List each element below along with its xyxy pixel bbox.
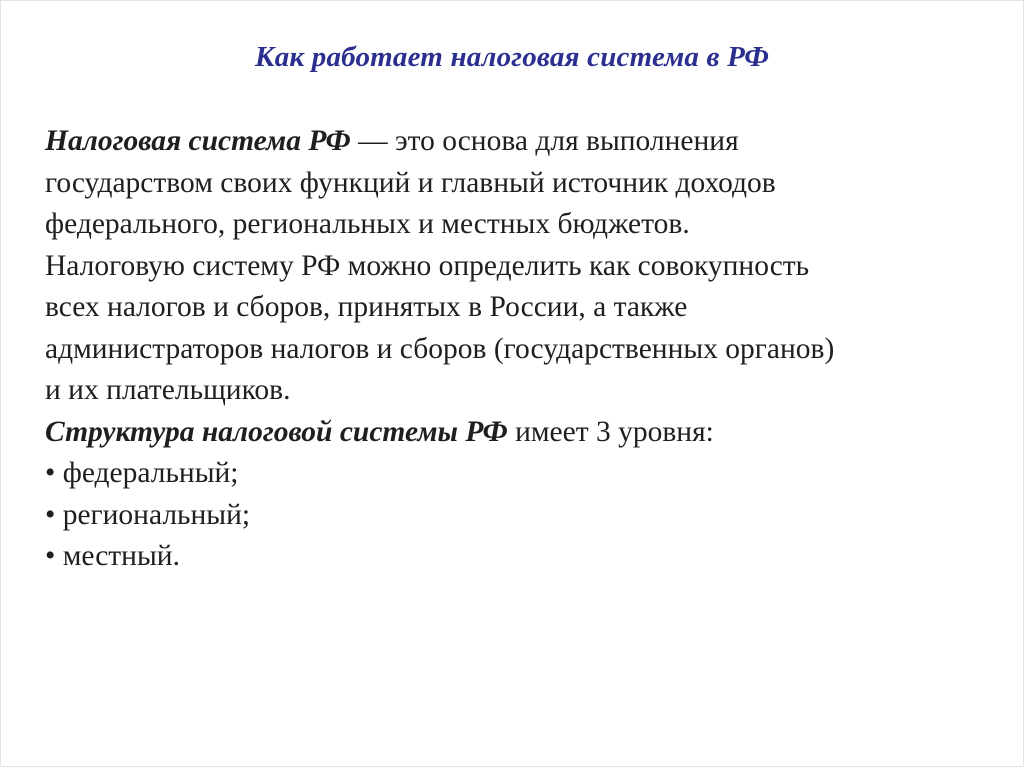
paragraph-3-text: имеет 3 уровня: xyxy=(507,415,714,448)
paragraph-2-line-4: и их плательщиков. xyxy=(45,374,291,406)
paragraph-1-line-2: государством своих функций и главный источник доходов xyxy=(45,166,776,199)
paragraph-1-line-1-text: — это основа для выполнения xyxy=(350,125,739,157)
paragraph-2-line-2: всех налогов и сборов, принятых в России, а также xyxy=(45,291,688,323)
slide-title: Как работает налоговая система в РФ xyxy=(254,41,770,73)
paragraph-2-line-3: администраторов налогов и сборов (государственных органов) xyxy=(45,332,835,365)
paragraph-1-line-3: федерального, региональных и местных бюджетов. xyxy=(45,208,690,240)
paragraph-1-line-1 xyxy=(45,121,985,163)
level-list-item: • федеральный; xyxy=(45,457,239,489)
slide-body xyxy=(45,121,985,578)
level-list-item: • региональный; xyxy=(45,498,251,531)
paragraph-3-lead: Структура налоговой системы РФ xyxy=(45,415,508,448)
paragraph-3-line-1 xyxy=(45,412,985,454)
level-list-item: • местный. xyxy=(45,540,180,572)
paragraph-1-lead: Налоговая система РФ xyxy=(45,125,351,157)
paragraph-2-line-1: Налоговую систему РФ можно определить как совокупность xyxy=(45,249,810,282)
